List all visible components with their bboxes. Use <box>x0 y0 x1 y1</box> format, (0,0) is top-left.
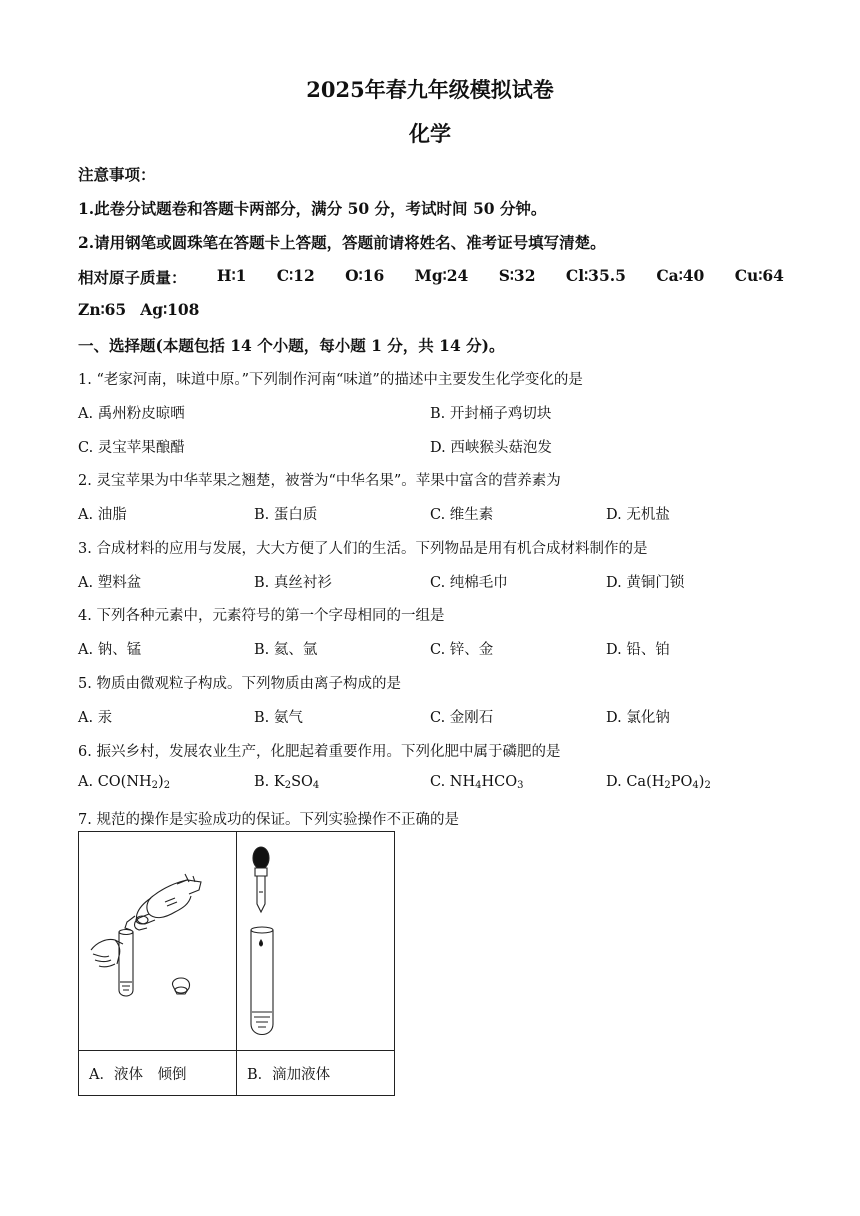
atomic-masses <box>78 266 784 288</box>
question-5-option-c[interactable]: C. 金刚石 <box>430 710 494 726</box>
question-4-option-a[interactable]: A. 钠、锰 <box>78 642 142 658</box>
option-a-caption: A．液体 倾倒 <box>79 1051 237 1096</box>
atomic-mass-item: S∶32 <box>498 266 536 285</box>
question-5-option-d[interactable]: D. 氯化钠 <box>606 710 670 726</box>
notice-heading: 注意事项： <box>78 165 156 184</box>
atomic-masses-cont <box>78 300 199 319</box>
question-2-option-d[interactable]: D. 无机盐 <box>606 507 670 523</box>
atomic-mass-item: H∶1 <box>216 266 247 285</box>
question-3-option-c[interactable]: C. 纯棉毛巾 <box>430 575 508 591</box>
option-a-illustration[interactable] <box>79 832 237 1051</box>
question-6-option-b[interactable]: B. $K_2SO_4$ <box>254 774 320 791</box>
question-3-stem: 3. 合成材料的应用与发展，大大方便了人们的生活。下列物品是用有机合成材料制作的是 <box>78 541 648 557</box>
question-4-option-b[interactable]: B. 氦、氩 <box>254 642 318 658</box>
question-1-option-d[interactable]: D. 西峡猴头菇泡发 <box>430 440 552 456</box>
question-3-option-a[interactable]: A. 塑料盆 <box>78 575 142 591</box>
question-6-option-d[interactable]: D. $Ca(H_2PO_4)_2$ <box>606 774 711 791</box>
notice-item-2: 2.请用钢笔或圆珠笔在答题卡上答题，答题前请将姓名、准考证号填写清楚。 <box>78 233 606 252</box>
question-4-option-c[interactable]: C. 锌、金 <box>430 642 494 658</box>
pouring-liquid-diagram <box>79 832 236 1046</box>
question-5-option-b[interactable]: B. 氨气 <box>254 710 303 726</box>
question-1-option-b[interactable]: B. 开封桶子鸡切块 <box>430 406 552 422</box>
question-2-option-a[interactable]: A. 油脂 <box>78 507 127 523</box>
atomic-mass-item: C∶12 <box>276 266 315 285</box>
atomic-mass-item: Zn∶65 <box>78 300 127 319</box>
question-6-option-a[interactable]: A. $CO(NH_2)_2$ <box>78 774 171 791</box>
question-5-option-a[interactable]: A. 汞 <box>78 710 113 726</box>
atomic-mass-item: Ag∶108 <box>140 300 200 319</box>
question-6-option-c[interactable]: C. $NH_4HCO_3$ <box>430 774 524 791</box>
question-6-stem: 6. 振兴乡村，发展农业生产，化肥起着重要作用。下列化肥中属于磷肥的是 <box>78 744 561 760</box>
atomic-mass-item: Ca∶40 <box>656 266 705 285</box>
experiment-table <box>78 831 395 1096</box>
question-4-option-d[interactable]: D. 铅、铂 <box>606 642 670 658</box>
question-4-stem: 4. 下列各种元素中，元素符号的第一个字母相同的一组是 <box>78 608 445 624</box>
subject-title: 化学 <box>409 121 451 146</box>
question-2-stem: 2. 灵宝苹果为中华苹果之翘楚，被誉为“中华名果”。苹果中富含的营养素为 <box>78 473 561 489</box>
question-3-option-b[interactable]: B. 真丝衬衫 <box>254 575 332 591</box>
atomic-masses-label: 相对原子质量： <box>78 268 187 287</box>
option-b-caption: B．滴加液体 <box>237 1051 395 1096</box>
option-b-illustration[interactable] <box>237 832 395 1051</box>
dropping-liquid-diagram <box>237 832 366 1046</box>
exam-title: 2025年春九年级模拟试卷 <box>306 77 554 102</box>
question-5-stem: 5. 物质由微观粒子构成。下列物质由离子构成的是 <box>78 676 401 692</box>
question-2-option-c[interactable]: C. 维生素 <box>430 507 494 523</box>
question-1-option-c[interactable]: C. 灵宝苹果酿醋 <box>78 440 185 456</box>
section-title: 一、选择题(本题包括 14 个小题，每小题 1 分，共 14 分)。 <box>78 336 505 355</box>
atomic-mass-item: O∶16 <box>345 266 385 285</box>
atomic-mass-item: Cu∶64 <box>734 266 784 285</box>
question-1-stem: 1. “老家河南，味道中原。”下列制作河南“味道”的描述中主要发生化学变化的是 <box>78 372 583 388</box>
question-3-option-d[interactable]: D. 黄铜门锁 <box>606 575 685 591</box>
question-1-option-a[interactable]: A. 禹州粉皮晾晒 <box>78 406 185 422</box>
question-7-stem: 7. 规范的操作是实验成功的保证。下列实验操作不正确的是 <box>78 812 459 828</box>
question-2-option-b[interactable]: B. 蛋白质 <box>254 507 318 523</box>
notice-item-1: 1.此卷分试题卷和答题卡两部分，满分 50 分，考试时间 50 分钟。 <box>78 199 547 218</box>
atomic-mass-item: Cl∶35.5 <box>565 266 626 285</box>
atomic-mass-item: Mg∶24 <box>414 266 469 285</box>
